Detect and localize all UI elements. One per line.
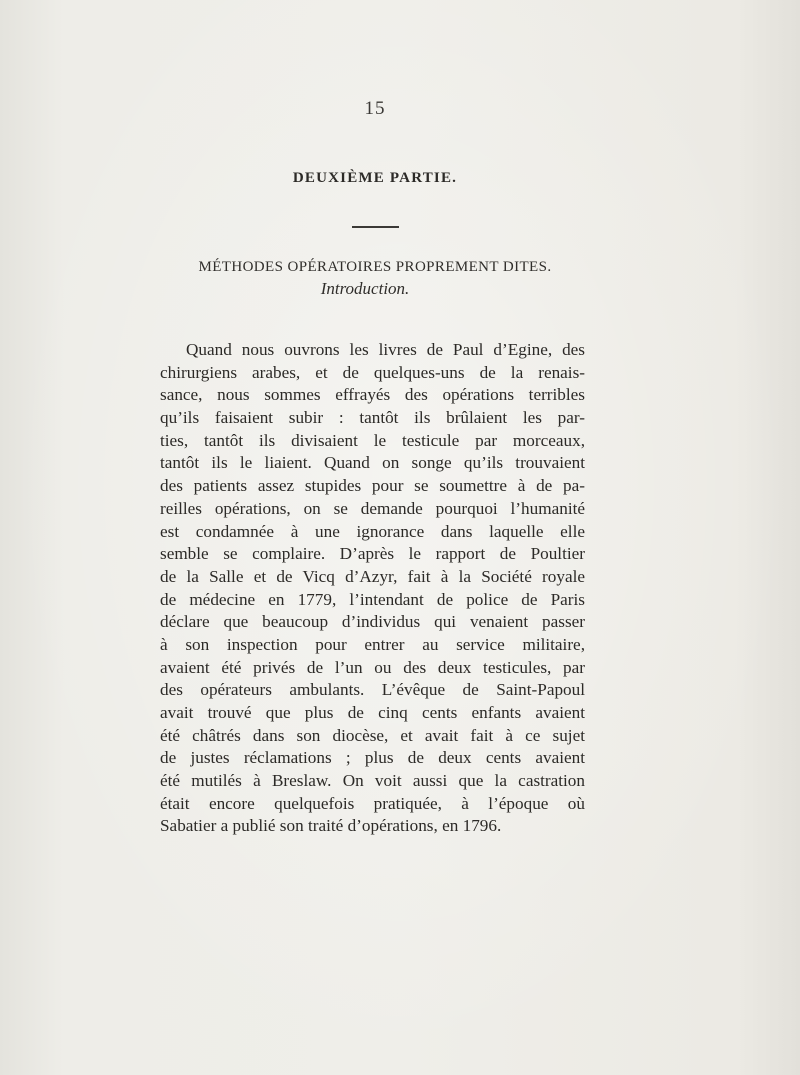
text-line: sance, nous sommes effrayés des opérations terribles [160, 385, 585, 405]
text-line: chirurgiens arabes, et de quelques-uns de la renais- [160, 362, 585, 382]
text-line: de médecine en 1779, l’intendant de police de Paris [160, 589, 585, 609]
text-line: des patients assez stupides pour se soumettre à de pa- [160, 476, 585, 496]
section-subtitle: Introduction. [320, 279, 410, 298]
text-line: de la Salle et de Vicq d’Azyr, fait à la Société royale [160, 566, 585, 586]
text-line: avaient été privés de l’un ou des deux testicules, par [160, 657, 585, 677]
text-line: tantôt ils le liaient. Quand on songe qu’ils trouvaient [160, 453, 585, 473]
text-line: Sabatier a publié son traité d’opérations, en 1796. [160, 816, 502, 836]
body-paragraph [160, 339, 585, 838]
section-title: MÉTHODES OPÉRATOIRES PROPREMENT DITES. [198, 259, 552, 275]
text-line: était encore quelquefois pratiquée, à l’époque où [160, 793, 585, 813]
part-title: DEUXIÈME PARTIE. [292, 170, 458, 186]
text-line: avait trouvé que plus de cinq cents enfants avaient [160, 703, 585, 722]
text-line: été mutilés à Breslaw. On voit aussi que la castration [160, 771, 585, 791]
text-line: ties, tantôt ils divisaient le testicule par morceaux, [160, 430, 585, 450]
text-line: est condamnée à une ignorance dans laquelle elle [160, 521, 585, 541]
text-line: Quand nous ouvrons les livres de Paul d’Egine, des [186, 340, 585, 359]
title-divider [352, 226, 399, 228]
text-line: reilles opérations, on se demande pourquoi l’humanité [160, 498, 585, 518]
text-line: déclare que beaucoup d’individus qui venaient passer [160, 612, 585, 632]
text-line: à son inspection pour entrer au service militaire, [160, 634, 585, 654]
text-line: semble se complaire. D’après le rapport de Poultier [160, 544, 585, 564]
text-line: qu’ils faisaient subir : tantôt ils brûlaient les par- [160, 408, 585, 428]
text-line: des opérateurs ambulants. L’évêque de Saint-Papoul [160, 680, 585, 700]
text-line: de justes réclamations ; plus de deux cents avaient [160, 748, 585, 768]
page-number: 15 [364, 98, 386, 119]
text-line: été châtrés dans son diocèse, et avait fait à ce sujet [160, 725, 585, 745]
